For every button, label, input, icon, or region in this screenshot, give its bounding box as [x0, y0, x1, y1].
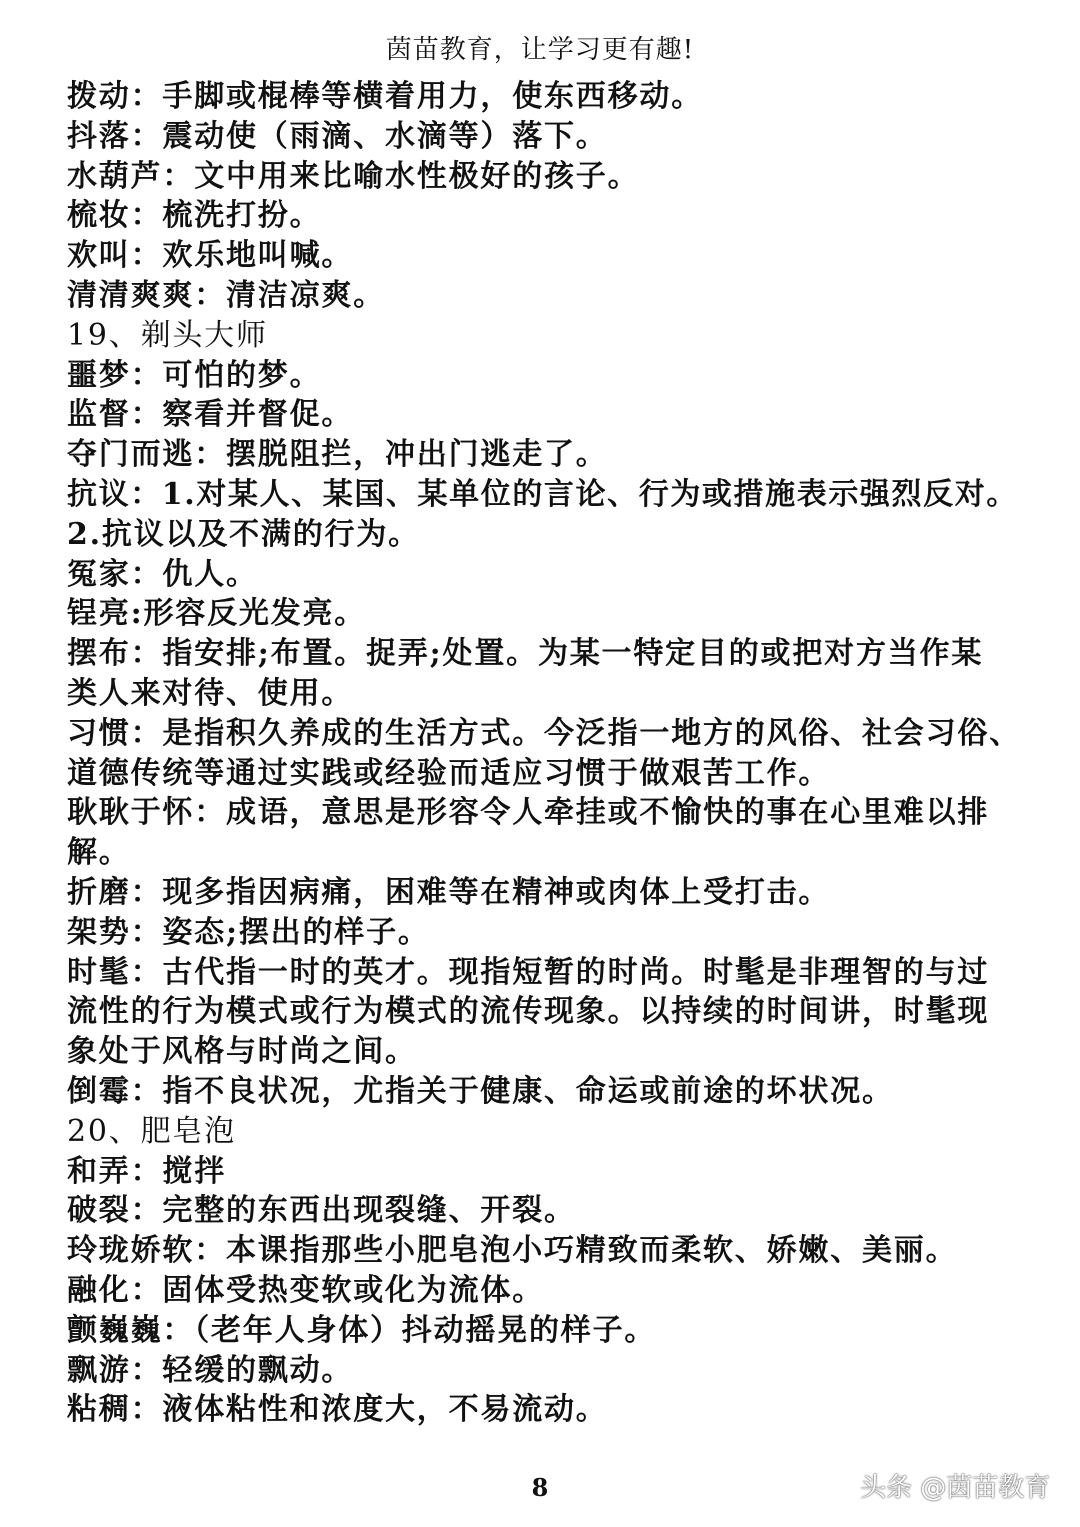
vocab-line: 玲珑娇软：本课指那些小肥皂泡小巧精致而柔软、娇嫩、美丽。: [67, 1233, 958, 1269]
vocabulary-list: [67, 77, 1022, 1430]
vocab-line: 梳妆：梳洗打扮。: [67, 198, 322, 234]
page-number: 8: [531, 1473, 549, 1502]
vocab-line: 耿耿于怀：成语，意思是形容令人牵挂或不愉快的事在心里难以排: [67, 795, 990, 831]
vocab-line: 拨动：手脚或棍棒等横着用力，使东西移动。: [67, 79, 703, 114]
vocab-line: 破裂：完整的东西出现裂缝、开裂。: [67, 1193, 576, 1229]
watermark: 头条 @茵苗教育: [860, 1473, 1051, 1503]
vocab-line: 融化：固体受热变软或化为流体。: [67, 1272, 544, 1308]
vocab-line: 倒霉：指不良状况，尤指关于健康、命运或前途的坏状况。: [67, 1073, 894, 1109]
vocab-line: 水葫芦：文中用来比喻水性极好的孩子。: [67, 158, 640, 194]
vocab-line: 噩梦：可怕的梦。: [67, 357, 322, 393]
vocab-line: 习惯：是指积久养成的生活方式。今泛指一地方的风俗、社会习俗、: [67, 715, 1021, 751]
vocab-line: 清清爽爽：清洁凉爽。: [67, 277, 385, 313]
vocab-line: 颤巍巍：（老年人身体）抖动摇晃的样子。: [67, 1312, 657, 1348]
vocab-line: 道德传统等通过实践或经验而适应习惯于做艰苦工作。: [67, 755, 831, 791]
vocab-line: 粘稠：液体粘性和浓度大，不易流动。: [67, 1392, 608, 1428]
vocab-line: 流性的行为模式或行为模式的流传现象。以持续的时间讲，时髦现: [67, 994, 990, 1030]
vocab-line: 冤家：仇人。: [67, 556, 258, 592]
vocab-line: 夺门而逃：摆脱阻拦，冲出门逃走了。: [67, 437, 608, 473]
vocab-line: 时髦：古代指一时的英才。现指短暂的时尚。时髦是非理智的与过: [67, 954, 990, 990]
vocab-line: 监督：察看并督促。: [67, 397, 354, 433]
vocab-line: 2.抗议以及不满的行为。: [67, 516, 420, 552]
lesson-heading: 19、剃头大师: [67, 317, 268, 353]
vocab-line: 解。: [67, 835, 131, 871]
vocab-line: 抗议：1.对某人、某国、某单位的言论、行为或措施表示强烈反对。: [67, 476, 1018, 512]
vocab-line: 象处于风格与时尚之间。: [67, 1034, 417, 1070]
vocab-line: 抖落：震动使（雨滴、水滴等）落下。: [67, 118, 608, 154]
vocab-line: 锃亮:形容反光发亮。: [67, 596, 367, 632]
vocab-line: 欢叫：欢乐地叫喊。: [67, 238, 354, 274]
vocab-line: 类人来对待、使用。: [67, 675, 354, 711]
vocab-line: 飘游：轻缓的飘动。: [67, 1352, 354, 1388]
vocab-line: 折磨：现多指因病痛，困难等在精神或肉体上受打击。: [67, 874, 831, 910]
page-header: 茵苗教育，让学习更有趣!: [385, 35, 695, 65]
lesson-heading: 20、肥皂泡: [67, 1113, 236, 1149]
vocab-line: 架势：姿态;摆出的样子。: [67, 914, 430, 950]
vocab-line: 摆布：指安排;布置。捉弄;处置。为某一特定目的或把对方当作某: [67, 636, 984, 672]
vocab-line: 和弄：搅拌: [67, 1153, 226, 1189]
